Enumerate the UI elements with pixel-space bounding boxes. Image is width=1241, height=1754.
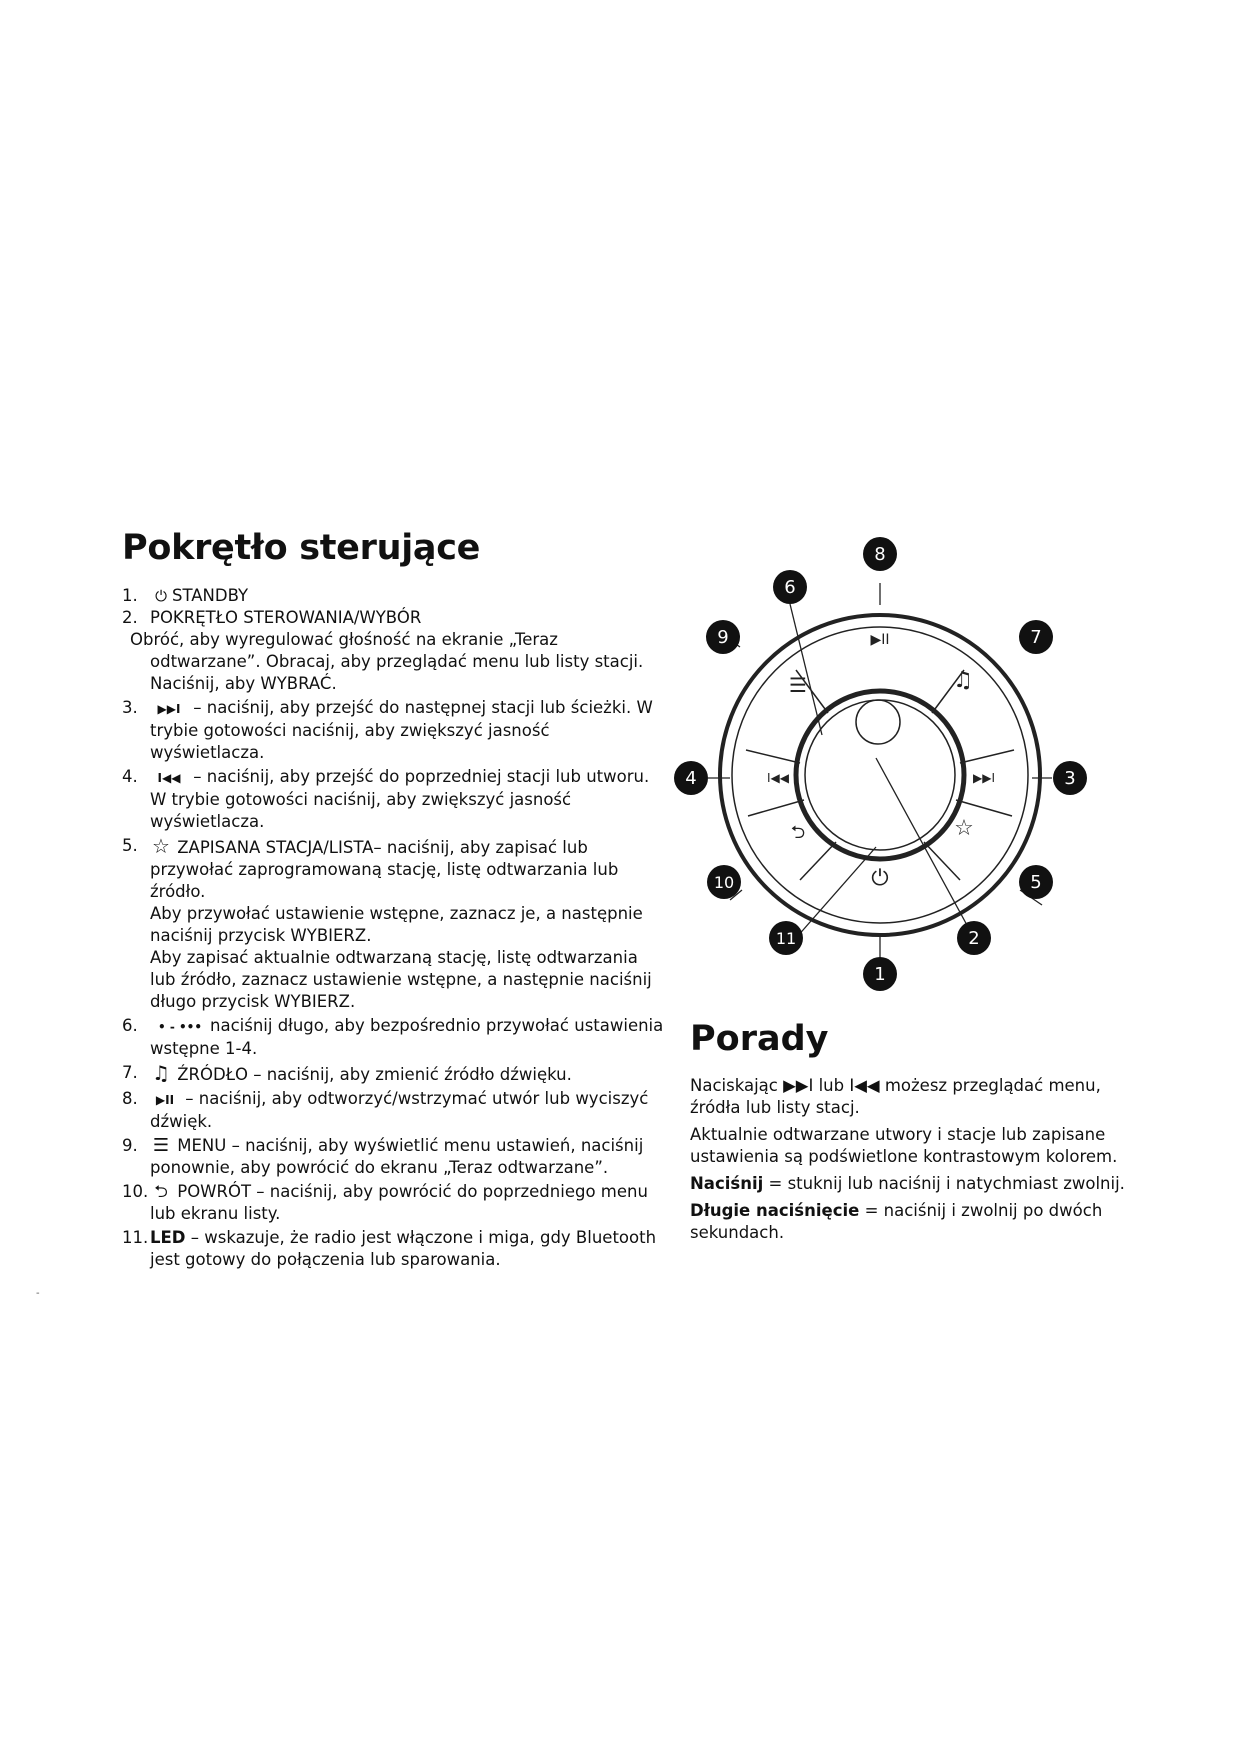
menu-icon: ☰ — [789, 673, 807, 697]
item-text: POKRĘTŁO STEROWANIA/WYBÓR — [150, 608, 422, 627]
star-icon: ☆ — [954, 816, 974, 841]
page-mark: - — [36, 1288, 40, 1299]
svg-text:10: 10 — [713, 873, 735, 892]
item-text: POWRÓT – naciśnij, aby powrócić do poprzedniego menu lub ekranu listy. — [150, 1182, 648, 1223]
svg-text:5: 5 — [1030, 872, 1042, 893]
callout-2 — [957, 921, 991, 955]
item-text: naciśnij długo, aby bezpośrednio przywołać ustawienia wstępne 1-4. — [150, 1016, 664, 1058]
item-description: odtwarzane”. Obracaj, aby przeglądać menu lub listy stacji. — [150, 652, 644, 671]
item-bold: LED — [150, 1228, 186, 1247]
svg-text:11: 11 — [775, 929, 797, 948]
page-title: Pokrętło sterujące — [122, 528, 481, 568]
item-number: 1. — [122, 586, 138, 605]
item-number: 10. — [122, 1182, 149, 1201]
callout-5 — [1019, 865, 1053, 899]
svg-text:8: 8 — [874, 544, 886, 565]
tips-title: Porady — [690, 1019, 829, 1059]
next-track-icon: ▶▶I — [973, 771, 995, 785]
tips-section — [690, 1075, 1130, 1249]
list-item — [122, 1181, 667, 1225]
item-text: – naciśnij, aby odtworzyć/wstrzymać utwór lub wyciszyć dźwięk. — [150, 1089, 649, 1131]
control-dial-diagram — [640, 520, 1130, 1020]
callout-3 — [1053, 761, 1087, 795]
svg-text:1: 1 — [874, 964, 886, 985]
list-item — [122, 1135, 667, 1179]
list-item — [122, 1227, 667, 1271]
item-text: – naciśnij, aby przejść do następnej stacji lub ścieżki. W trybie gotowości naciśnij, aby zwiększyć jasność wyświetlacza. — [150, 698, 653, 762]
item-text: – wskazuje, że radio jest włączone i miga, gdy Bluetooth jest gotowy do połączenia lub sparowania. — [150, 1228, 657, 1269]
list-item — [122, 766, 667, 833]
item-description: Naciśnij, aby WYBRAĆ. — [150, 674, 337, 693]
list-item — [122, 585, 667, 607]
svg-text:4: 4 — [685, 768, 697, 789]
list-item — [122, 697, 667, 764]
callout-8 — [863, 537, 897, 571]
item-text: – naciśnij, aby przejść do poprzedniej stacji lub utworu. W trybie gotowości naciśnij, aby zwiększyć jasność wyświetlacza. — [150, 767, 650, 831]
power-icon: ⏻ — [155, 587, 167, 605]
item-number: 5. — [122, 836, 138, 855]
item-number: 4. — [122, 767, 138, 786]
callout-1 — [863, 957, 897, 991]
menu-icon: ☰ — [152, 1135, 170, 1156]
list-item — [122, 1088, 667, 1133]
item-number: 3. — [122, 698, 138, 717]
item-text: MENU – naciśnij, aby wyświetlić menu ustawień, naciśnij ponownie, aby powrócić do ekranu „Teraz odtwarzane”. — [150, 1136, 644, 1177]
list-item — [122, 1062, 667, 1086]
item-description: Obróć, aby wyregulować głośność na ekranie „Teraz — [130, 630, 558, 649]
item-description: Aby przywołać ustawienie wstępne, zaznacz je, a następnie naciśnij przycisk WYBIERZ. — [150, 904, 643, 945]
svg-text:7: 7 — [1030, 627, 1042, 648]
callout-9 — [706, 620, 740, 654]
callout-4 — [674, 761, 708, 795]
music-note-icon: ♫ — [953, 668, 973, 693]
previous-track-icon: I◀◀ — [157, 771, 181, 785]
tip-text: Aktualnie odtwarzane utwory i stacje lub zapisane ustawienia są podświetlone kontrastowym kolorem. — [690, 1125, 1118, 1166]
item-text: STANDBY — [172, 586, 249, 605]
svg-text:2: 2 — [968, 928, 980, 949]
tip-text: Naciskając ▶▶I lub I◀◀ możesz przeglądać menu, źródła lub listy stacj. — [690, 1076, 1101, 1117]
power-icon: ⏻ — [871, 866, 889, 891]
play-pause-icon: ▶II — [870, 632, 890, 648]
preset-dots-icon: • - ••• — [157, 1020, 202, 1034]
star-icon: ☆ — [152, 834, 170, 858]
callout-6 — [773, 570, 807, 604]
next-track-icon: ▶▶I — [157, 702, 181, 716]
play-pause-icon: ▶II — [155, 1093, 175, 1107]
callout-11 — [769, 921, 803, 955]
item-text: ZAPISANA STACJA/LISTA– naciśnij, aby zapisać lub przywołać zaprogramowaną stację, listę odtwarzania lub źródło. — [150, 838, 619, 901]
list-item — [122, 835, 667, 903]
item-number: 11. — [122, 1228, 149, 1247]
item-number: 9. — [122, 1136, 138, 1155]
previous-track-icon: I◀◀ — [767, 771, 789, 785]
instruction-list — [122, 585, 667, 1271]
item-description: Aby zapisać aktualnie odtwarzaną stację, listę odtwarzania lub źródło, zaznacz ustawienie wstępne, a następnie naciśnij długo przycisk WYBIERZ. — [150, 948, 652, 1011]
item-number: 8. — [122, 1089, 138, 1108]
callout-7 — [1019, 620, 1053, 654]
back-icon: ⮌ — [154, 1182, 168, 1202]
music-note-icon: ♫ — [152, 1061, 170, 1085]
list-item — [122, 607, 667, 629]
svg-text:9: 9 — [717, 627, 729, 648]
callout-10 — [707, 865, 741, 899]
tip-text: Długie naciśnięcie = naciśnij i zwolnij po dwóch sekundach. — [690, 1201, 1103, 1242]
item-number: 7. — [122, 1063, 138, 1082]
tip-text: Naciśnij = stuknij lub naciśnij i natychmiast zwolnij. — [690, 1174, 1125, 1193]
item-number: 6. — [122, 1016, 138, 1035]
svg-text:6: 6 — [784, 577, 796, 598]
svg-text:3: 3 — [1064, 768, 1076, 789]
back-icon: ⮌ — [790, 822, 806, 843]
item-number: 2. — [122, 608, 138, 627]
item-text: ŹRÓDŁO – naciśnij, aby zmienić źródło dźwięku. — [172, 1065, 572, 1084]
list-item — [122, 1015, 667, 1060]
